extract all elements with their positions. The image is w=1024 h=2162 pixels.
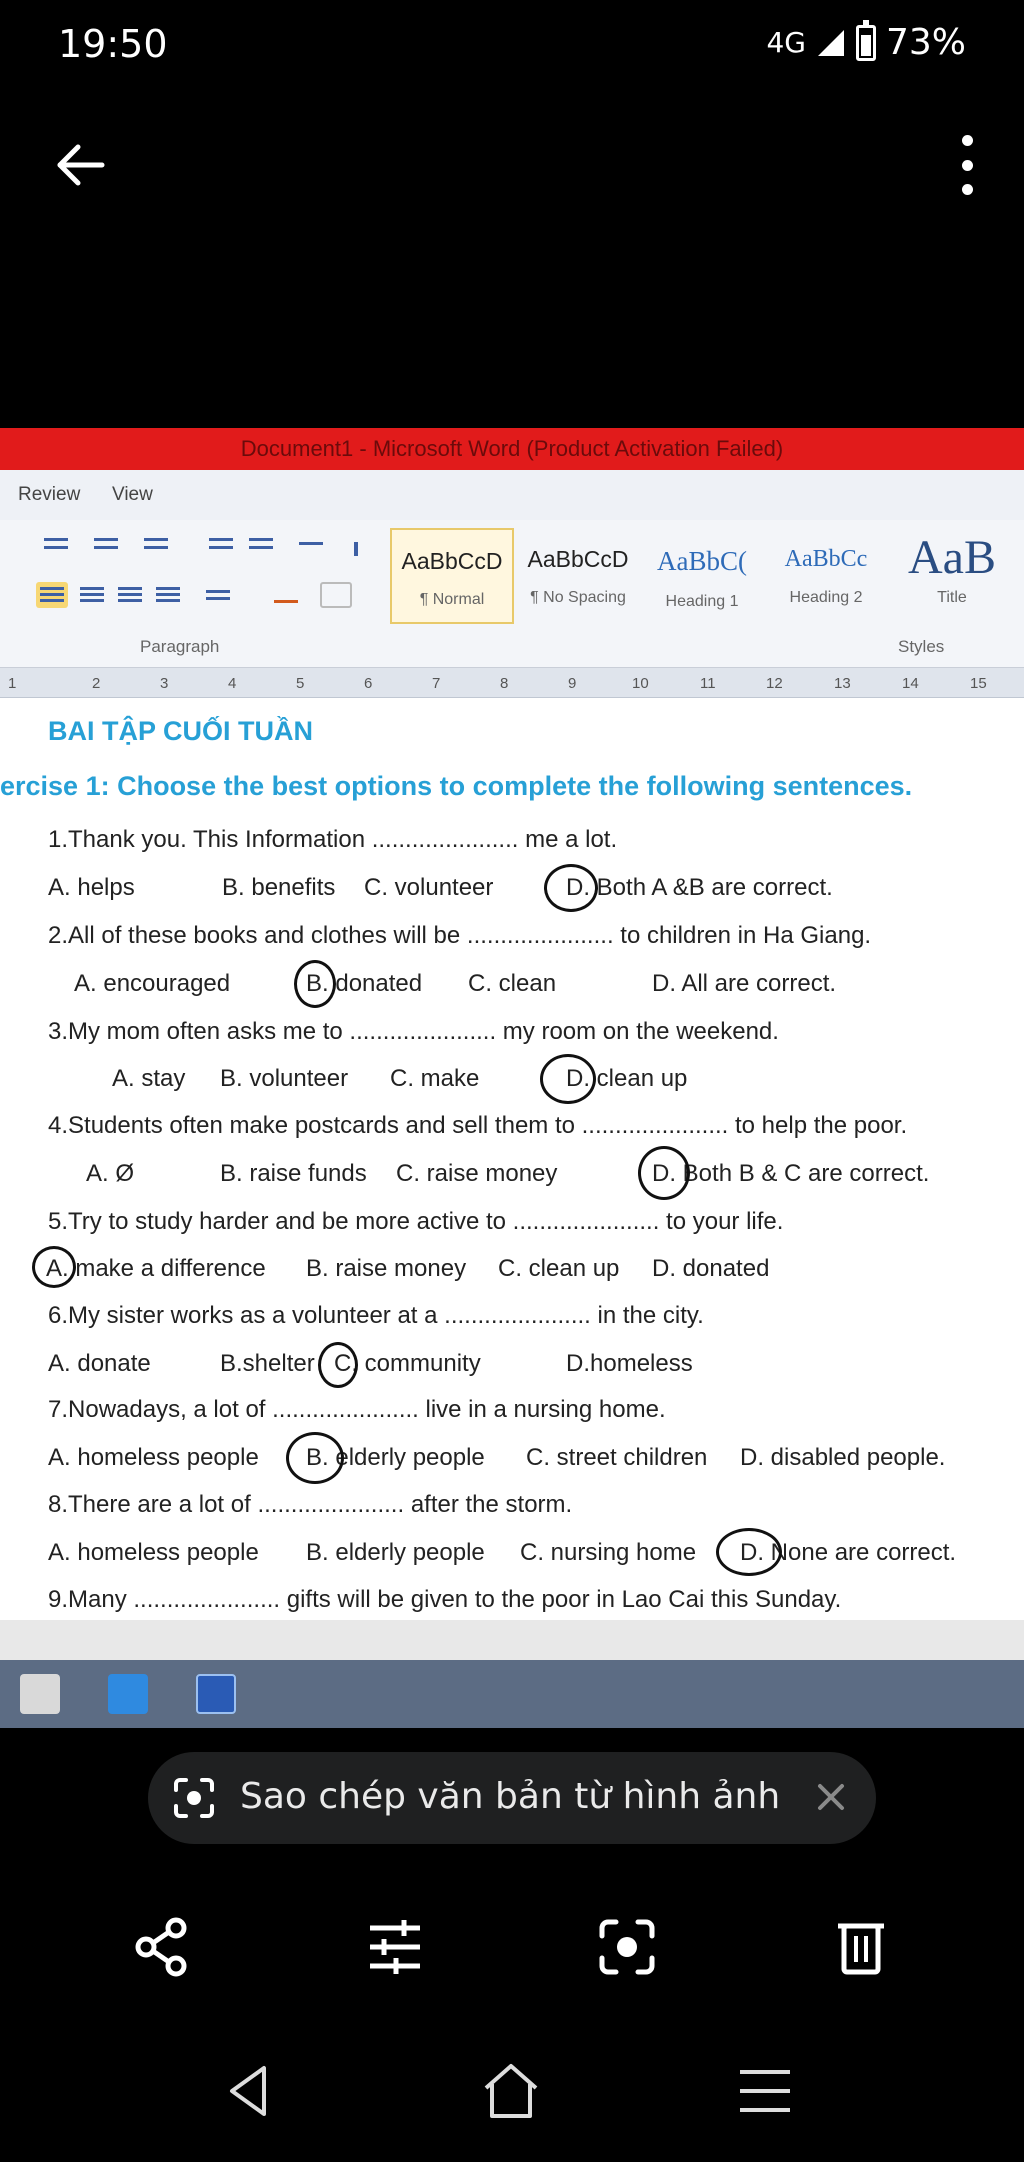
- battery-percent: 73%: [885, 22, 966, 63]
- trash-icon[interactable]: [828, 1914, 894, 1980]
- style-name: ¶ Normal: [419, 591, 485, 608]
- close-icon[interactable]: [808, 1774, 854, 1820]
- answer-option: D. disabled people.: [740, 1444, 946, 1471]
- style-heading-1[interactable]: [644, 528, 760, 624]
- answer-option: D. All are correct.: [652, 970, 837, 997]
- style-name: Heading 1: [665, 593, 739, 610]
- shading-icon[interactable]: [270, 582, 302, 608]
- share-icon[interactable]: [130, 1914, 196, 1980]
- answer-option: B. benefits: [222, 874, 336, 901]
- answer-circle-mark: [294, 960, 336, 1008]
- answer-option: B. raise money: [306, 1255, 467, 1282]
- borders-icon[interactable]: [320, 582, 352, 608]
- answer-option: A. homeless people: [48, 1539, 259, 1566]
- style-name: ¶ No Spacing: [530, 589, 626, 606]
- ruler-tick: 10: [632, 675, 649, 692]
- style-sample: AaB: [908, 531, 996, 584]
- align-right-icon[interactable]: [114, 582, 146, 608]
- back-nav-icon[interactable]: [218, 2058, 284, 2124]
- document-title: BAI TẬP CUỐI TUẦN: [48, 716, 314, 746]
- style-heading-2[interactable]: [768, 528, 884, 624]
- question-line: 2.All of these books and clothes will be ...................... to children in Ha Giang.: [48, 922, 872, 949]
- align-left-icon[interactable]: [36, 582, 68, 608]
- answer-option: C. clean: [468, 970, 557, 997]
- lens-icon: [172, 1776, 216, 1820]
- recents-nav-icon[interactable]: [732, 2058, 798, 2124]
- edit-icon[interactable]: [362, 1914, 428, 1980]
- paragraph-group-label: Paragraph: [140, 637, 220, 656]
- network-type: 4G: [766, 26, 806, 59]
- answer-option: A. homeless people: [48, 1444, 259, 1471]
- answer-circle-mark: [544, 864, 598, 912]
- lens-icon[interactable]: [594, 1914, 660, 1980]
- answer-option: B. elderly people: [306, 1444, 485, 1471]
- numbering-icon[interactable]: [90, 532, 122, 558]
- copy-text-chip[interactable]: [148, 1752, 876, 1844]
- answer-option: C. clean up: [498, 1255, 620, 1282]
- answer-option: C. volunteer: [364, 874, 494, 901]
- more-options-icon[interactable]: [960, 135, 974, 195]
- style-no-spacing[interactable]: [518, 528, 638, 624]
- answer-circle-mark: [286, 1432, 344, 1484]
- answer-option: B. raise funds: [220, 1160, 367, 1187]
- pilcrow-icon[interactable]: [340, 532, 372, 558]
- increase-indent-icon[interactable]: [245, 532, 277, 558]
- align-center-icon[interactable]: [76, 582, 108, 608]
- style-sample: AaBbCcD: [401, 548, 503, 574]
- ruler-tick: 11: [700, 675, 716, 692]
- question-line: 8.There are a lot of ...................... after the storm.: [48, 1491, 573, 1518]
- answer-option: A. donate: [48, 1350, 151, 1377]
- style-sample: AaBbC(: [657, 546, 747, 576]
- ruler-tick: 1: [8, 675, 17, 692]
- ruler-tick: 3: [160, 675, 169, 692]
- answer-option: C. make: [390, 1065, 480, 1092]
- answer-option: B. elderly people: [306, 1539, 485, 1566]
- menu-review[interactable]: Review: [18, 484, 81, 505]
- signal-icon: [816, 28, 846, 58]
- ruler-tick: 4: [228, 675, 237, 692]
- exercise-heading: ercise 1: Choose the best options to complete the following sentences.: [0, 771, 913, 801]
- answer-option: C. nursing home: [520, 1539, 697, 1566]
- style-normal[interactable]: [390, 528, 514, 624]
- answer-option: A. helps: [48, 874, 135, 901]
- style-name: Heading 2: [789, 589, 863, 606]
- question-line: 7.Nowadays, a lot of ...................... live in a nursing home.: [48, 1396, 666, 1423]
- ruler-tick: 5: [296, 675, 305, 692]
- answer-option: D. donated: [652, 1255, 770, 1282]
- ruler-tick: 12: [766, 675, 783, 692]
- taskbar-app-icon[interactable]: [20, 1674, 60, 1714]
- status-icons: [766, 22, 966, 63]
- bullets-icon[interactable]: [40, 532, 72, 558]
- answer-option: C. community: [334, 1350, 481, 1377]
- answer-circle-mark: [638, 1146, 690, 1200]
- answer-option: A. encouraged: [74, 970, 231, 997]
- taskbar: [0, 1660, 1024, 1728]
- document-page[interactable]: [0, 698, 1024, 1708]
- question-line: 3.My mom often asks me to ...................... my room on the weekend.: [48, 1018, 779, 1045]
- photo-view[interactable]: [0, 428, 1024, 1728]
- document-bottom-edge: [0, 1620, 1024, 1660]
- answer-option: C. raise money: [396, 1160, 558, 1187]
- decrease-indent-icon[interactable]: [205, 532, 237, 558]
- status-bar: [0, 0, 1024, 90]
- copy-text-label: Sao chép văn bản từ hình ảnh: [240, 1776, 781, 1817]
- answer-option: D. clean up: [566, 1065, 688, 1092]
- style-title[interactable]: [890, 528, 1014, 624]
- window-title: Document1 - Microsoft Word (Product Activation Failed): [0, 428, 1024, 470]
- ruler-tick: 14: [902, 675, 919, 692]
- question-line: 6.My sister works as a volunteer at a ...................... in the city.: [48, 1302, 704, 1329]
- styles-group-label: Styles: [898, 637, 945, 656]
- home-nav-icon[interactable]: [478, 2058, 544, 2124]
- question-line: 1.Thank you. This Information ...................... me a lot.: [48, 826, 618, 853]
- menu-view[interactable]: View: [112, 484, 153, 505]
- answer-option: B. volunteer: [220, 1065, 349, 1092]
- answer-option: C. street children: [526, 1444, 708, 1471]
- ruler-tick: 7: [432, 675, 441, 692]
- sort-icon[interactable]: [295, 532, 327, 558]
- ruler-tick: 9: [568, 675, 577, 692]
- answer-circle-mark: [716, 1528, 782, 1576]
- style-name: Title: [937, 589, 967, 606]
- answer-option: A. stay: [112, 1065, 186, 1092]
- answer-option: A. make a difference: [46, 1255, 266, 1282]
- question-line: 5.Try to study harder and be more active to ...................... to your life.: [48, 1208, 784, 1235]
- answer-circle-mark: [32, 1246, 76, 1288]
- style-sample: AaBbCc: [784, 546, 868, 572]
- answer-option: A. Ø: [86, 1160, 135, 1187]
- answer-option: D. Both A &B are correct.: [566, 874, 833, 901]
- battery-icon: [856, 25, 876, 61]
- question-line: 9.Many ...................... gifts will be given to the poor in Lao Cai this Sunday.: [48, 1586, 842, 1613]
- taskbar-wps-icon[interactable]: [108, 1674, 148, 1714]
- taskbar-word-icon[interactable]: [196, 1674, 236, 1714]
- answer-option: B. donated: [306, 970, 423, 997]
- ruler-tick: 15: [970, 675, 987, 692]
- answer-option: D. Both B & C are correct.: [652, 1160, 930, 1187]
- answer-circle-mark: [540, 1054, 596, 1104]
- ruler-tick: 13: [834, 675, 851, 692]
- ruler-tick: 8: [500, 675, 509, 692]
- answer-option: B.shelter: [220, 1350, 315, 1377]
- ruler-tick: 6: [364, 675, 373, 692]
- ruler-tick: 2: [92, 675, 101, 692]
- line-spacing-icon[interactable]: [202, 582, 234, 608]
- answer-option: D.homeless: [566, 1350, 693, 1377]
- question-line: 4.Students often make postcards and sell them to ...................... to help the poor.: [48, 1112, 908, 1139]
- ribbon: [0, 520, 1024, 668]
- ruler: [0, 668, 1024, 698]
- back-arrow-icon[interactable]: [50, 135, 110, 195]
- menu-bar: [0, 470, 1024, 520]
- answer-option: D. None are correct.: [740, 1539, 957, 1566]
- answer-circle-mark: [318, 1342, 358, 1388]
- multilevel-list-icon[interactable]: [140, 532, 172, 558]
- style-sample: AaBbCcD: [527, 546, 629, 572]
- status-time: 19:50: [58, 22, 168, 66]
- justify-icon[interactable]: [152, 582, 184, 608]
